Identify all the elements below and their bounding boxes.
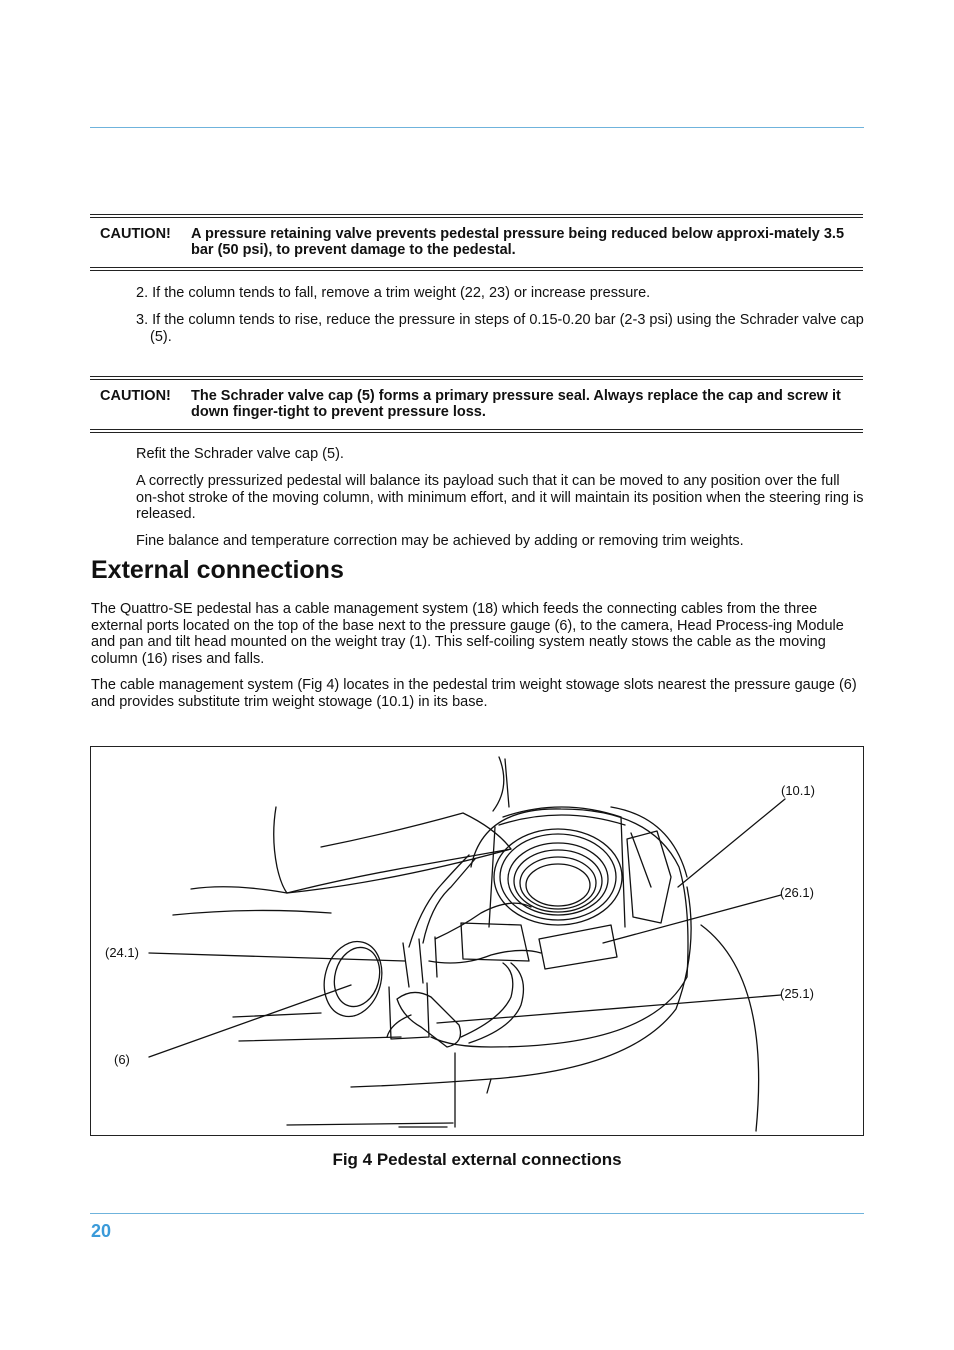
caution-box xyxy=(90,214,863,271)
callout-26-1: (26.1) xyxy=(780,885,814,900)
callout-25-1: (25.1) xyxy=(780,986,814,1001)
step-3: 3. If the column tends to rise, reduce the pressure in steps of 0.15-0.20 bar (2-3 psi) using the Schrader valve cap (5). xyxy=(136,312,864,345)
page-number: 20 xyxy=(91,1221,112,1241)
header-rule xyxy=(90,127,864,128)
caution-label: CAUTION! xyxy=(100,388,171,404)
caution-text: A pressure retaining valve prevents pedestal pressure being reduced below approxi-mately 3.5 bar (50 psi), to prevent damage to the pedestal. xyxy=(191,226,845,258)
section-paragraph: The Quattro-SE pedestal has a cable management system (18) which feeds the connecting cables from the three external ports located on the top of the base next to the pressure gauge (6), to the camera, Head Process-ing Module and pan and tilt head mounted on the weight tray (1). This self-coiling system neatly stows the cable as the moving column (16) rises and falls. xyxy=(91,601,844,667)
callout-10-1: (10.1) xyxy=(781,783,815,798)
figure-frame xyxy=(90,746,864,1136)
caution-bottom-rule xyxy=(90,429,863,433)
caution-text: The Schrader valve cap (5) forms a primary pressure seal. Always replace the cap and screw it down finger-tight to prevent pressure loss. xyxy=(191,388,841,420)
body-paragraph: Fine balance and temperature correction may be achieved by adding or removing trim weights. xyxy=(136,533,744,549)
footer-rule xyxy=(90,1213,864,1214)
callout-24-1: (24.1) xyxy=(105,945,139,960)
step-2: 2. If the column tends to fall, remove a trim weight (22, 23) or increase pressure. xyxy=(136,285,651,301)
callout-6: (6) xyxy=(114,1052,130,1067)
body-paragraph: Refit the Schrader valve cap (5). xyxy=(136,446,344,462)
section-paragraph: The cable management system (Fig 4) locates in the pedestal trim weight stowage slots nearest the pressure gauge (6) and provides substitute trim weight stowage (10.1) in its base. xyxy=(91,677,857,710)
caution-bottom-rule xyxy=(90,267,863,271)
body-paragraph: A correctly pressurized pedestal will balance its payload such that it can be moved to any position over the full on-shot stroke of the moving column, with minimum effort, and it will maintain its position when the steering ring is released. xyxy=(136,473,864,522)
caution-label: CAUTION! xyxy=(100,226,171,242)
pedestal-illustration xyxy=(91,747,863,1135)
figure-caption: Fig 4 Pedestal external connections xyxy=(332,1150,622,1169)
section-heading: External connections xyxy=(91,556,344,584)
caution-box xyxy=(90,376,863,433)
